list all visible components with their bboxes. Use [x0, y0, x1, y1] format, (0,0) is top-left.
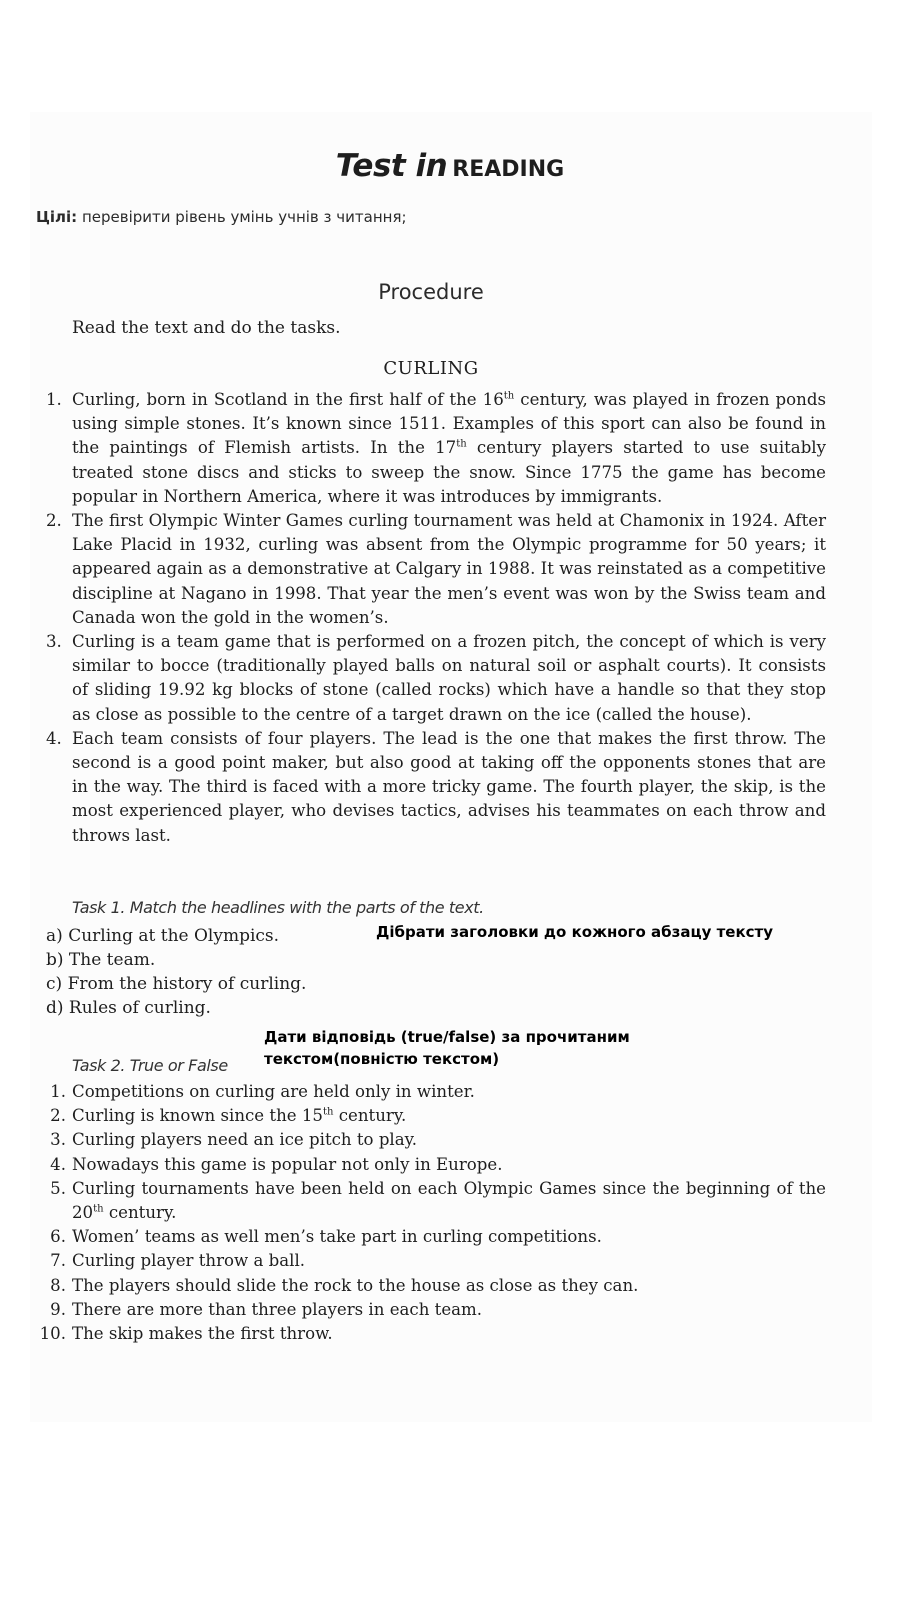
task2-note [264, 1026, 630, 1070]
option-b [46, 948, 546, 972]
paragraph-text: Curling, born in Scotland in the first half of the 16 [72, 390, 504, 409]
task2-statements [34, 1080, 826, 1346]
goals-label: Цілі: [36, 208, 78, 226]
statement-text: Women’ teams as well men’s take part in curling competitions. [72, 1227, 602, 1247]
paragraph-number: 2. [46, 511, 62, 531]
superscript: th [456, 438, 467, 450]
paragraph-number: 4. [46, 728, 62, 748]
option-d [46, 996, 546, 1020]
paragraph-number: 3. [46, 632, 62, 652]
text-title: CURLING [383, 358, 479, 379]
option-text: The team. [68, 950, 156, 970]
goals-text: перевірити рівень умінь учнів з читання; [77, 208, 407, 226]
reading-text [46, 388, 826, 848]
statement-number: 9. [50, 1299, 66, 1319]
paragraph-1 [46, 388, 826, 509]
task1-heading: Task 1. Match the headlines with the parts of the text. [72, 898, 484, 917]
statement-8 [34, 1274, 826, 1298]
paragraph-2 [46, 509, 826, 630]
statement-number: 1. [50, 1082, 66, 1101]
goals-line [36, 208, 407, 226]
statement-text: Curling is known since the 15 [72, 1106, 323, 1126]
option-letter: c) [46, 974, 63, 994]
statement-text: century. [103, 1203, 177, 1223]
paragraph-text: century players started to use suitably treated stone discs and sticks to sweep the snow. Since 1775 the game has become popular in Northern America, where it was introduces by immigrants. [72, 438, 826, 506]
statement-text: century. [333, 1106, 407, 1126]
statement-4 [34, 1153, 826, 1177]
statement-number: 4. [50, 1154, 66, 1174]
superscript: th [503, 390, 515, 402]
statement-3 [34, 1128, 826, 1152]
option-text: Rules of curling. [68, 998, 211, 1018]
statement-number: 10. [39, 1324, 66, 1344]
title-main: Test in [335, 148, 448, 184]
title-sub: READING [452, 157, 565, 182]
statement-number: 5. [50, 1178, 66, 1198]
statement-9 [34, 1298, 826, 1322]
procedure-heading: Procedure [378, 280, 484, 304]
paragraph-number: 1. [46, 390, 62, 409]
task2-heading: Task 2. True or False [72, 1056, 228, 1075]
statement-text: The skip makes the first throw. [72, 1324, 333, 1344]
statement-number: 8. [50, 1275, 66, 1295]
option-letter: b) [46, 950, 64, 970]
option-letter: d) [46, 998, 64, 1018]
statement-text: Nowadays this game is popular not only in Europe. [72, 1154, 503, 1174]
statement-number: 6. [50, 1227, 66, 1247]
paragraph-text: Curling is a team game that is performed on a frozen pitch, the concept of which is very similar to bocce (traditionally played balls on natural soil or asphalt courts). It consists of sliding 19.92 kg blocks of stone (called rocks) which have a handle so that they stop as close as possible to the centre of a target drawn on the ice (called the house). [72, 632, 826, 724]
statement-1 [34, 1080, 826, 1104]
page-title [0, 148, 900, 184]
statement-text: Curling tournaments have been held on each Olympic Games since the beginning of the 20 [72, 1178, 826, 1223]
task2-note-line1: Дати відповідь (true/false) за прочитаним [264, 1028, 630, 1046]
statement-10 [34, 1322, 826, 1346]
option-text: From the history of curling. [67, 974, 307, 994]
statement-number: 2. [50, 1106, 66, 1126]
task1-note: Дібрати заголовки до кожного абзацу тексту [376, 923, 773, 941]
statement-text: Curling players need an ice pitch to play. [72, 1130, 418, 1150]
paragraph-4 [46, 727, 826, 848]
superscript: th [93, 1203, 104, 1215]
statement-5 [34, 1177, 826, 1225]
option-text: Curling at the Olympics. [68, 926, 280, 946]
statement-text: The players should slide the rock to the house as close as they can. [72, 1275, 639, 1295]
option-c [46, 972, 546, 996]
statement-number: 3. [50, 1130, 66, 1150]
paragraph-3 [46, 630, 826, 727]
option-letter: a) [46, 926, 63, 946]
paragraph-text: The first Olympic Winter Games curling tournament was held at Chamonix in 1924. After Lake Placid in 1932, curling was absent from the Olympic programme for 50 years; it appeared again as a demonstrative at Calgary in 1988. It was reinstated as a competitive discipline at Nagano in 1998. That year the men’s event was won by the Swiss team and Canada won the gold in the women’s. [72, 511, 826, 627]
statement-text: There are more than three players in each team. [72, 1299, 483, 1319]
statement-7 [34, 1249, 826, 1273]
statement-number: 7. [50, 1251, 66, 1271]
procedure-intro: Read the text and do the tasks. [72, 318, 341, 338]
paragraph-text: century, was played in frozen ponds using simple stones. It’s known since 1511. Examples of this sport can also be found in the paintings of Flemish artists. In the 17 [72, 390, 826, 458]
statement-text: Curling player throw a ball. [72, 1251, 306, 1271]
superscript: th [322, 1106, 334, 1118]
paragraph-text: Each team consists of four players. The lead is the one that makes the first throw. The second is a good point maker, but also good at taking off the opponents stones that are in the way. The third is faced with a more tricky game. The fourth player, the skip, is the most experienced player, who devises tactics, advises his teammates on each throw and throws last. [72, 728, 826, 845]
task2-note-line2: текстом(повністю текстом) [264, 1050, 500, 1068]
statement-2 [34, 1104, 826, 1128]
statement-6 [34, 1225, 826, 1249]
statement-text: Competitions on curling are held only in winter. [72, 1082, 475, 1101]
